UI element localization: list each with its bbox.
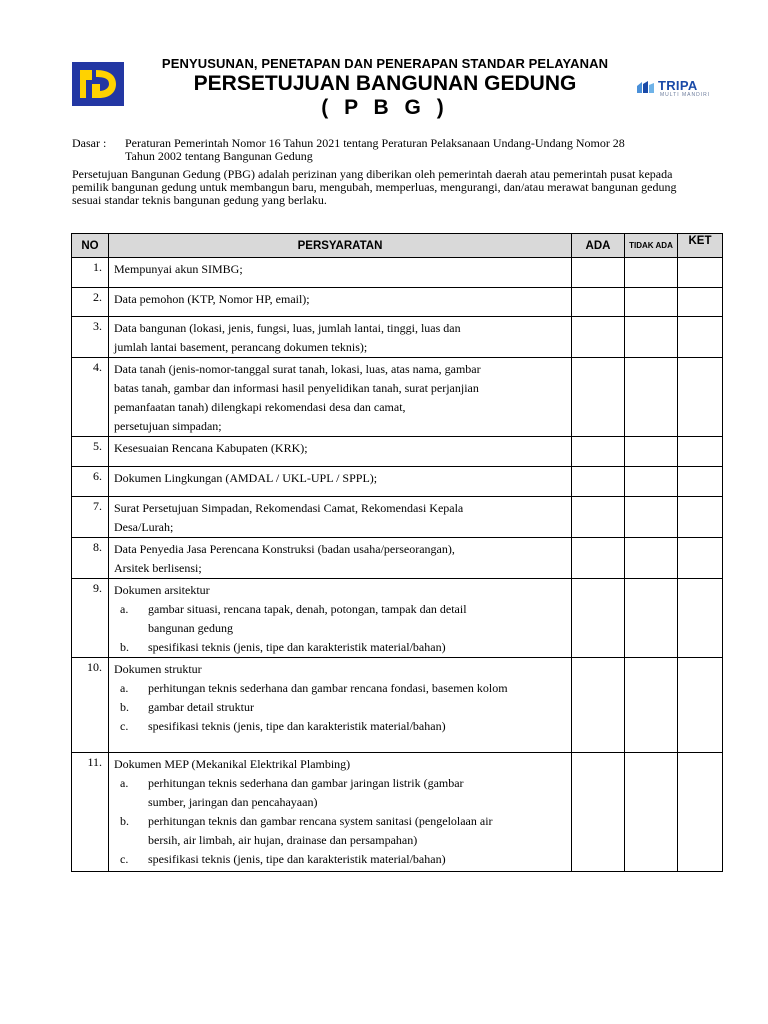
sub-requirement-letter: [114, 619, 148, 638]
ada-cell: [572, 753, 625, 872]
sub-requirement-text: spesifikasi teknis (jenis, tipe dan karakteristik material/bahan): [148, 852, 446, 866]
requirement-text: Desa/Lurah;: [114, 520, 174, 534]
header-ket: KET: [678, 234, 723, 258]
sub-requirement-text: spesifikasi teknis (jenis, tipe dan karakteristik material/bahan): [148, 719, 446, 733]
sub-requirement-text: bangunan gedung: [148, 621, 233, 635]
sub-requirement: [114, 679, 567, 698]
ada-cell: [572, 658, 625, 753]
sub-requirement: [114, 638, 567, 657]
row-requirement: [109, 437, 572, 467]
requirement-text: batas tanah, gambar dan informasi hasil penyelidikan tanah, surat perjanjian: [114, 381, 479, 395]
header-ada: ADA: [572, 234, 625, 258]
sub-requirement: [114, 831, 567, 850]
legal-basis: [72, 137, 702, 163]
table-row: [72, 437, 723, 467]
table-row: [72, 317, 723, 358]
tripa-logo-icon: [636, 80, 656, 94]
ada-cell: [572, 538, 625, 579]
sub-requirement-letter: c.: [120, 719, 129, 733]
sub-requirement: [114, 850, 567, 869]
sub-requirement-letter: b.: [120, 700, 129, 714]
ada-cell: [572, 358, 625, 437]
tidak-ada-cell: [625, 358, 678, 437]
requirement-text: Dokumen struktur: [114, 662, 202, 676]
requirement-text: Dokumen arsitektur: [114, 583, 210, 597]
ada-cell: [572, 497, 625, 538]
tidak-ada-cell: [625, 658, 678, 753]
sub-requirement-text: gambar detail struktur: [148, 700, 254, 714]
table-row: [72, 467, 723, 497]
requirement-text: persetujuan simpadan;: [114, 419, 222, 433]
header-no: NO: [72, 234, 109, 258]
sub-requirement: [114, 717, 567, 736]
table-row: [72, 538, 723, 579]
row-number: 7.: [72, 497, 109, 538]
table-row: [72, 579, 723, 658]
row-requirement: [109, 317, 572, 358]
table-row: [72, 497, 723, 538]
sub-requirement-text: gambar situasi, rencana tapak, denah, potongan, tampak dan detail: [148, 602, 467, 616]
ket-cell: [678, 658, 723, 753]
header-requirement: PERSYARATAN: [109, 234, 572, 258]
pupr-logo-icon: [72, 62, 124, 106]
requirement-text: Data Penyedia Jasa Perencana Konstruksi (badan usaha/perseorangan),: [114, 542, 455, 556]
sub-requirement: [114, 698, 567, 717]
sub-requirement-letter: a.: [120, 681, 129, 695]
row-requirement: [109, 258, 572, 288]
sub-requirement-letter: b.: [120, 814, 129, 828]
table-row: [72, 753, 723, 872]
row-number: 10.: [72, 658, 109, 753]
ket-cell: [678, 579, 723, 658]
intro-paragraph: Persetujuan Bangunan Gedung (PBG) adalah perizinan yang diberikan oleh pemerintah daerah atau pemerintah pusat kepada pemilik bangunan gedung untuk membangun baru, mengubah, memperluas, mengurangi, dan/atau merawat bangunan gedung sesuai standar teknis bangunan gedung yang berlaku.: [72, 167, 677, 207]
header-subtitle: PENYUSUNAN, PENETAPAN DAN PENERAPAN STANDAR PELAYANAN: [161, 56, 609, 71]
requirement-text: Surat Persetujuan Simpadan, Rekomendasi Camat, Rekomendasi Kepala: [114, 501, 464, 515]
tidak-ada-cell: [625, 497, 678, 538]
sub-requirement-letter: b.: [120, 640, 129, 654]
sub-requirement: [114, 600, 567, 619]
tidak-ada-cell: [625, 753, 678, 872]
ket-cell: [678, 288, 723, 317]
sub-requirement: [114, 619, 567, 638]
row-requirement: [109, 538, 572, 579]
tidak-ada-cell: [625, 437, 678, 467]
header-tidak-ada: TIDAK ADA: [625, 234, 678, 258]
header-title: PERSETUJUAN BANGUNAN GEDUNG: [193, 72, 577, 95]
requirement-text: Mempunyai akun SIMBG;: [114, 262, 243, 276]
ket-cell: [678, 497, 723, 538]
tidak-ada-cell: [625, 317, 678, 358]
sub-requirement: [114, 793, 567, 812]
sub-requirement: [114, 774, 567, 793]
tidak-ada-cell: [625, 467, 678, 497]
tidak-ada-cell: [625, 288, 678, 317]
sub-requirement: [114, 812, 567, 831]
row-number: 11.: [72, 753, 109, 872]
sub-requirement-letter: c.: [120, 852, 129, 866]
sub-requirement-text: perhitungan teknis sederhana dan gambar jaringan listrik (gambar: [148, 776, 464, 790]
sub-requirement-letter: a.: [120, 602, 129, 616]
requirement-text: Arsitek berlisensi;: [114, 561, 202, 575]
ada-cell: [572, 579, 625, 658]
row-requirement: [109, 579, 572, 658]
table-row: [72, 288, 723, 317]
legal-basis-line-2: Tahun 2002 tentang Bangunan Gedung: [125, 149, 313, 163]
ket-cell: [678, 317, 723, 358]
sub-requirement-letter: [114, 793, 148, 812]
ket-cell: [678, 258, 723, 288]
row-requirement: [109, 753, 572, 872]
ket-cell: [678, 538, 723, 579]
sub-requirement-text: bersih, air limbah, air hujan, drainase dan persampahan): [148, 833, 418, 847]
sub-requirement-letter: [114, 831, 148, 850]
ada-cell: [572, 288, 625, 317]
row-requirement: [109, 658, 572, 753]
tripa-logo-tag: MULTI MANDIRI: [660, 92, 711, 98]
requirement-text: pemanfaatan tanah) dilengkapi rekomendasi desa dan camat,: [114, 400, 406, 414]
requirement-text: Data tanah (jenis-nomor-tanggal surat tanah, lokasi, luas, atas nama, gambar: [114, 362, 481, 376]
tidak-ada-cell: [625, 258, 678, 288]
ket-cell: [678, 437, 723, 467]
header-code: ( P B G ): [321, 96, 449, 119]
row-number: 8.: [72, 538, 109, 579]
table-row: [72, 658, 723, 753]
sub-requirement-text: perhitungan teknis sederhana dan gambar rencana fondasi, basemen kolom: [148, 681, 508, 695]
sub-requirement-text: sumber, jaringan dan pencahayaan): [148, 795, 318, 809]
sub-requirement-text: perhitungan teknis dan gambar rencana system sanitasi (pengelolaan air: [148, 814, 493, 828]
row-number: 1.: [72, 258, 109, 288]
sub-requirement-letter: a.: [120, 776, 129, 790]
document-header: [140, 55, 630, 120]
row-requirement: [109, 358, 572, 437]
tripa-logo: [636, 76, 716, 100]
requirement-text: Data bangunan (lokasi, jenis, fungsi, luas, jumlah lantai, tinggi, luas dan: [114, 321, 461, 335]
ket-cell: [678, 467, 723, 497]
tidak-ada-cell: [625, 538, 678, 579]
requirement-text: jumlah lantai basement, perancang dokumen teknis);: [114, 340, 368, 354]
row-requirement: [109, 467, 572, 497]
tidak-ada-cell: [625, 579, 678, 658]
table-row: [72, 358, 723, 437]
legal-basis-label: Dasar :: [72, 136, 107, 150]
ada-cell: [572, 258, 625, 288]
row-number: 5.: [72, 437, 109, 467]
ada-cell: [572, 317, 625, 358]
ada-cell: [572, 437, 625, 467]
tripa-logo-word: TRIPA: [658, 78, 698, 93]
sub-requirement-text: spesifikasi teknis (jenis, tipe dan karakteristik material/bahan): [148, 640, 446, 654]
requirements-body: [72, 258, 723, 872]
table-row: [72, 258, 723, 288]
requirement-text: Dokumen Lingkungan (AMDAL / UKL-UPL / SPPL);: [114, 471, 378, 485]
row-requirement: [109, 288, 572, 317]
row-number: 4.: [72, 358, 109, 437]
row-number: 3.: [72, 317, 109, 358]
requirement-text: Data pemohon (KTP, Nomor HP, email);: [114, 292, 310, 306]
row-number: 6.: [72, 467, 109, 497]
requirement-text: Kesesuaian Rencana Kabupaten (KRK);: [114, 441, 308, 455]
row-number: 2.: [72, 288, 109, 317]
ket-cell: [678, 753, 723, 872]
ada-cell: [572, 467, 625, 497]
row-number: 9.: [72, 579, 109, 658]
requirements-table: [71, 233, 723, 872]
table-header-row: [72, 234, 723, 258]
legal-basis-line-1: Peraturan Pemerintah Nomor 16 Tahun 2021 tentang Peraturan Pelaksanaan Undang-Undang Nomor 28: [125, 136, 625, 150]
requirement-text: Dokumen MEP (Mekanikal Elektrikal Plambing): [114, 757, 351, 771]
row-requirement: [109, 497, 572, 538]
ket-cell: [678, 358, 723, 437]
